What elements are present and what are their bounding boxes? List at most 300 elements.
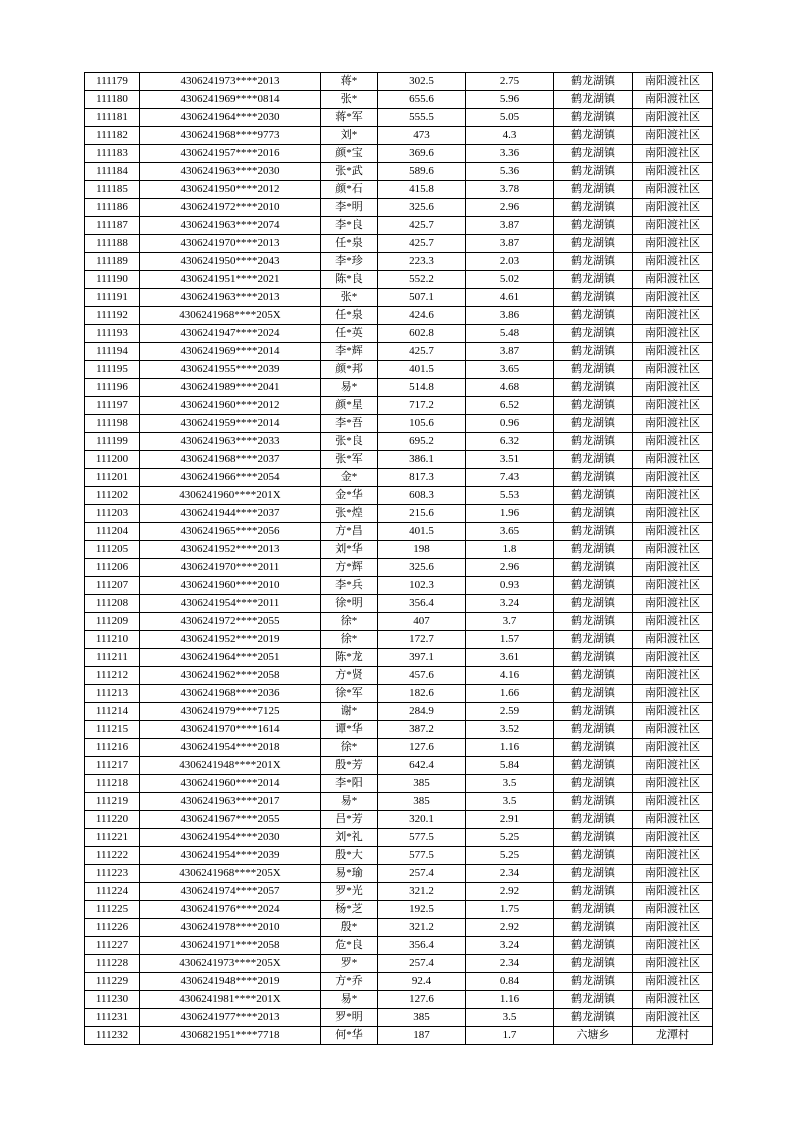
- table-row: [85, 523, 713, 541]
- cell-village: 南阳渡社区: [633, 559, 713, 577]
- cell-area-value: 577.5: [378, 847, 466, 865]
- cell-masked-name: 方*乔: [321, 973, 378, 991]
- cell-town: 鹤龙湖镇: [554, 829, 633, 847]
- cell-area-value: 257.4: [378, 955, 466, 973]
- cell-masked-name: 易*: [321, 991, 378, 1009]
- cell-masked-id-number: 4306241968****2037: [140, 451, 321, 469]
- cell-area-value: 695.2: [378, 433, 466, 451]
- cell-seq-number: 111214: [85, 703, 140, 721]
- cell-seq-number: 111211: [85, 649, 140, 667]
- cell-seq-number: 111185: [85, 181, 140, 199]
- cell-village: 南阳渡社区: [633, 271, 713, 289]
- cell-town: 鹤龙湖镇: [554, 541, 633, 559]
- cell-area-value: 473: [378, 127, 466, 145]
- cell-area-value: 325.6: [378, 559, 466, 577]
- cell-masked-name: 徐*: [321, 631, 378, 649]
- cell-village: 南阳渡社区: [633, 397, 713, 415]
- table-row: [85, 451, 713, 469]
- cell-masked-id-number: 4306241970****2013: [140, 235, 321, 253]
- cell-village: 南阳渡社区: [633, 811, 713, 829]
- cell-amount-value: 6.32: [466, 433, 554, 451]
- cell-area-value: 257.4: [378, 865, 466, 883]
- cell-amount-value: 3.86: [466, 307, 554, 325]
- cell-town: 鹤龙湖镇: [554, 487, 633, 505]
- cell-masked-id-number: 4306241974****2057: [140, 883, 321, 901]
- cell-amount-value: 2.92: [466, 919, 554, 937]
- cell-masked-name: 李*明: [321, 199, 378, 217]
- table-row: [85, 739, 713, 757]
- cell-area-value: 356.4: [378, 937, 466, 955]
- cell-masked-id-number: 4306241950****2012: [140, 181, 321, 199]
- cell-area-value: 602.8: [378, 325, 466, 343]
- cell-masked-name: 何*华: [321, 1027, 378, 1045]
- cell-village: 南阳渡社区: [633, 505, 713, 523]
- cell-town: 鹤龙湖镇: [554, 937, 633, 955]
- cell-masked-name: 罗*: [321, 955, 378, 973]
- cell-town: 鹤龙湖镇: [554, 901, 633, 919]
- table-row: [85, 343, 713, 361]
- cell-masked-name: 罗*光: [321, 883, 378, 901]
- cell-village: 南阳渡社区: [633, 757, 713, 775]
- table-row: [85, 325, 713, 343]
- cell-masked-name: 李*阳: [321, 775, 378, 793]
- cell-seq-number: 111230: [85, 991, 140, 1009]
- cell-masked-id-number: 4306241960****2010: [140, 577, 321, 595]
- cell-seq-number: 111206: [85, 559, 140, 577]
- table-row: [85, 991, 713, 1009]
- cell-area-value: 415.8: [378, 181, 466, 199]
- cell-masked-id-number: 4306241963****2033: [140, 433, 321, 451]
- subsidy-list-table: [84, 72, 713, 1045]
- cell-seq-number: 111181: [85, 109, 140, 127]
- cell-seq-number: 111215: [85, 721, 140, 739]
- cell-town: 鹤龙湖镇: [554, 451, 633, 469]
- table-row: [85, 955, 713, 973]
- cell-village: 南阳渡社区: [633, 469, 713, 487]
- cell-town: 鹤龙湖镇: [554, 73, 633, 91]
- cell-seq-number: 111180: [85, 91, 140, 109]
- cell-amount-value: 5.48: [466, 325, 554, 343]
- cell-masked-name: 刘*礼: [321, 829, 378, 847]
- cell-masked-name: 张*煌: [321, 505, 378, 523]
- cell-area-value: 717.2: [378, 397, 466, 415]
- cell-seq-number: 111210: [85, 631, 140, 649]
- cell-masked-id-number: 4306241965****2056: [140, 523, 321, 541]
- cell-seq-number: 111182: [85, 127, 140, 145]
- table-row: [85, 613, 713, 631]
- cell-masked-name: 张*军: [321, 451, 378, 469]
- cell-area-value: 385: [378, 775, 466, 793]
- cell-village: 南阳渡社区: [633, 937, 713, 955]
- cell-masked-id-number: 4306241955****2039: [140, 361, 321, 379]
- table-row: [85, 919, 713, 937]
- cell-village: 南阳渡社区: [633, 307, 713, 325]
- cell-amount-value: 3.65: [466, 361, 554, 379]
- cell-seq-number: 111190: [85, 271, 140, 289]
- cell-area-value: 215.6: [378, 505, 466, 523]
- table-row: [85, 811, 713, 829]
- cell-seq-number: 111188: [85, 235, 140, 253]
- cell-seq-number: 111198: [85, 415, 140, 433]
- cell-amount-value: 5.84: [466, 757, 554, 775]
- cell-seq-number: 111222: [85, 847, 140, 865]
- table-row: [85, 109, 713, 127]
- table-row: [85, 397, 713, 415]
- cell-area-value: 401.5: [378, 361, 466, 379]
- cell-seq-number: 111219: [85, 793, 140, 811]
- cell-village: 南阳渡社区: [633, 613, 713, 631]
- cell-village: 南阳渡社区: [633, 847, 713, 865]
- cell-area-value: 105.6: [378, 415, 466, 433]
- cell-village: 南阳渡社区: [633, 577, 713, 595]
- cell-masked-id-number: 4306241969****2014: [140, 343, 321, 361]
- cell-town: 鹤龙湖镇: [554, 271, 633, 289]
- cell-amount-value: 1.7: [466, 1027, 554, 1045]
- cell-masked-name: 徐*: [321, 739, 378, 757]
- cell-masked-name: 易*: [321, 379, 378, 397]
- cell-village: 南阳渡社区: [633, 631, 713, 649]
- cell-masked-id-number: 4306241968****205X: [140, 865, 321, 883]
- cell-town: 六塘乡: [554, 1027, 633, 1045]
- cell-masked-id-number: 4306241959****2014: [140, 415, 321, 433]
- cell-amount-value: 5.25: [466, 829, 554, 847]
- cell-town: 鹤龙湖镇: [554, 1009, 633, 1027]
- cell-masked-name: 金*: [321, 469, 378, 487]
- cell-masked-id-number: 4306241954****2039: [140, 847, 321, 865]
- cell-masked-name: 刘*: [321, 127, 378, 145]
- cell-village: 南阳渡社区: [633, 793, 713, 811]
- cell-masked-name: 殷*大: [321, 847, 378, 865]
- cell-masked-name: 陈*良: [321, 271, 378, 289]
- cell-amount-value: 5.05: [466, 109, 554, 127]
- cell-masked-name: 张*: [321, 289, 378, 307]
- cell-seq-number: 111205: [85, 541, 140, 559]
- cell-masked-name: 徐*军: [321, 685, 378, 703]
- cell-seq-number: 111184: [85, 163, 140, 181]
- table-row: [85, 127, 713, 145]
- cell-town: 鹤龙湖镇: [554, 559, 633, 577]
- cell-masked-name: 殷*: [321, 919, 378, 937]
- table-row: [85, 667, 713, 685]
- cell-seq-number: 111218: [85, 775, 140, 793]
- cell-seq-number: 111201: [85, 469, 140, 487]
- cell-village: 南阳渡社区: [633, 127, 713, 145]
- cell-village: 南阳渡社区: [633, 829, 713, 847]
- cell-masked-id-number: 4306241962****2058: [140, 667, 321, 685]
- cell-masked-name: 刘*华: [321, 541, 378, 559]
- cell-area-value: 397.1: [378, 649, 466, 667]
- cell-amount-value: 3.78: [466, 181, 554, 199]
- cell-masked-id-number: 4306241972****2010: [140, 199, 321, 217]
- cell-town: 鹤龙湖镇: [554, 379, 633, 397]
- cell-masked-id-number: 4306241963****2030: [140, 163, 321, 181]
- cell-area-value: 321.2: [378, 919, 466, 937]
- cell-area-value: 425.7: [378, 217, 466, 235]
- cell-seq-number: 111195: [85, 361, 140, 379]
- table-row: [85, 469, 713, 487]
- cell-masked-id-number: 4306241968****9773: [140, 127, 321, 145]
- cell-village: 南阳渡社区: [633, 163, 713, 181]
- table-row: [85, 703, 713, 721]
- cell-area-value: 407: [378, 613, 466, 631]
- cell-amount-value: 1.16: [466, 739, 554, 757]
- cell-area-value: 425.7: [378, 343, 466, 361]
- cell-town: 鹤龙湖镇: [554, 955, 633, 973]
- cell-seq-number: 111221: [85, 829, 140, 847]
- cell-area-value: 401.5: [378, 523, 466, 541]
- cell-seq-number: 111196: [85, 379, 140, 397]
- cell-amount-value: 1.66: [466, 685, 554, 703]
- cell-seq-number: 111200: [85, 451, 140, 469]
- cell-amount-value: 2.96: [466, 559, 554, 577]
- cell-seq-number: 111226: [85, 919, 140, 937]
- cell-town: 鹤龙湖镇: [554, 649, 633, 667]
- cell-masked-id-number: 4306241952****2013: [140, 541, 321, 559]
- cell-town: 鹤龙湖镇: [554, 163, 633, 181]
- cell-area-value: 552.2: [378, 271, 466, 289]
- cell-area-value: 321.2: [378, 883, 466, 901]
- table-row: [85, 973, 713, 991]
- cell-village: 南阳渡社区: [633, 595, 713, 613]
- cell-seq-number: 111204: [85, 523, 140, 541]
- cell-masked-id-number: 4306241973****205X: [140, 955, 321, 973]
- cell-masked-name: 陈*龙: [321, 649, 378, 667]
- cell-seq-number: 111193: [85, 325, 140, 343]
- cell-town: 鹤龙湖镇: [554, 613, 633, 631]
- cell-masked-id-number: 4306241960****2014: [140, 775, 321, 793]
- cell-town: 鹤龙湖镇: [554, 685, 633, 703]
- cell-masked-name: 方*昌: [321, 523, 378, 541]
- cell-seq-number: 111189: [85, 253, 140, 271]
- cell-seq-number: 111186: [85, 199, 140, 217]
- cell-town: 鹤龙湖镇: [554, 811, 633, 829]
- cell-village: 南阳渡社区: [633, 361, 713, 379]
- cell-seq-number: 111179: [85, 73, 140, 91]
- cell-seq-number: 111229: [85, 973, 140, 991]
- cell-masked-name: 李*良: [321, 217, 378, 235]
- cell-amount-value: 2.34: [466, 955, 554, 973]
- cell-masked-id-number: 4306241954****2011: [140, 595, 321, 613]
- cell-area-value: 555.5: [378, 109, 466, 127]
- cell-amount-value: 6.52: [466, 397, 554, 415]
- cell-masked-name: 颜*邦: [321, 361, 378, 379]
- cell-town: 鹤龙湖镇: [554, 793, 633, 811]
- cell-masked-name: 谭*华: [321, 721, 378, 739]
- cell-village: 南阳渡社区: [633, 217, 713, 235]
- cell-town: 鹤龙湖镇: [554, 235, 633, 253]
- cell-area-value: 577.5: [378, 829, 466, 847]
- cell-masked-name: 张*: [321, 91, 378, 109]
- cell-town: 鹤龙湖镇: [554, 595, 633, 613]
- table-row: [85, 721, 713, 739]
- cell-area-value: 192.5: [378, 901, 466, 919]
- cell-masked-name: 殷*芳: [321, 757, 378, 775]
- cell-seq-number: 111194: [85, 343, 140, 361]
- cell-area-value: 198: [378, 541, 466, 559]
- cell-village: 南阳渡社区: [633, 325, 713, 343]
- cell-area-value: 424.6: [378, 307, 466, 325]
- cell-masked-id-number: 4306241948****201X: [140, 757, 321, 775]
- cell-town: 鹤龙湖镇: [554, 523, 633, 541]
- cell-masked-id-number: 4306241979****7125: [140, 703, 321, 721]
- cell-village: 南阳渡社区: [633, 433, 713, 451]
- cell-village: 南阳渡社区: [633, 415, 713, 433]
- cell-masked-name: 张*良: [321, 433, 378, 451]
- table-row: [85, 865, 713, 883]
- cell-seq-number: 111209: [85, 613, 140, 631]
- cell-masked-name: 方*辉: [321, 559, 378, 577]
- cell-town: 鹤龙湖镇: [554, 469, 633, 487]
- cell-masked-id-number: 4306241966****2054: [140, 469, 321, 487]
- cell-amount-value: 1.96: [466, 505, 554, 523]
- cell-masked-name: 蒋*军: [321, 109, 378, 127]
- cell-masked-id-number: 4306241972****2055: [140, 613, 321, 631]
- cell-area-value: 817.3: [378, 469, 466, 487]
- cell-masked-name: 金*华: [321, 487, 378, 505]
- cell-masked-id-number: 4306241971****2058: [140, 937, 321, 955]
- cell-amount-value: 4.61: [466, 289, 554, 307]
- table-row: [85, 1009, 713, 1027]
- cell-town: 鹤龙湖镇: [554, 415, 633, 433]
- cell-masked-id-number: 4306241954****2030: [140, 829, 321, 847]
- cell-masked-name: 任*泉: [321, 307, 378, 325]
- table-row: [85, 145, 713, 163]
- cell-village: 龙潭村: [633, 1027, 713, 1045]
- cell-seq-number: 111207: [85, 577, 140, 595]
- table-row: [85, 595, 713, 613]
- table-row: [85, 685, 713, 703]
- cell-amount-value: 1.75: [466, 901, 554, 919]
- cell-masked-id-number: 4306241960****2012: [140, 397, 321, 415]
- table-row: [85, 649, 713, 667]
- cell-amount-value: 5.02: [466, 271, 554, 289]
- cell-masked-name: 任*泉: [321, 235, 378, 253]
- table-row: [85, 775, 713, 793]
- cell-masked-name: 易*瑜: [321, 865, 378, 883]
- cell-town: 鹤龙湖镇: [554, 325, 633, 343]
- cell-village: 南阳渡社区: [633, 379, 713, 397]
- cell-area-value: 514.8: [378, 379, 466, 397]
- cell-seq-number: 111216: [85, 739, 140, 757]
- cell-masked-name: 谢*: [321, 703, 378, 721]
- cell-village: 南阳渡社区: [633, 109, 713, 127]
- cell-village: 南阳渡社区: [633, 919, 713, 937]
- cell-seq-number: 111203: [85, 505, 140, 523]
- cell-village: 南阳渡社区: [633, 91, 713, 109]
- cell-area-value: 187: [378, 1027, 466, 1045]
- cell-village: 南阳渡社区: [633, 721, 713, 739]
- cell-village: 南阳渡社区: [633, 145, 713, 163]
- cell-village: 南阳渡社区: [633, 253, 713, 271]
- cell-masked-id-number: 4306241976****2024: [140, 901, 321, 919]
- cell-amount-value: 3.87: [466, 235, 554, 253]
- table-body: [85, 73, 713, 1045]
- cell-seq-number: 111213: [85, 685, 140, 703]
- table-row: [85, 883, 713, 901]
- cell-amount-value: 4.68: [466, 379, 554, 397]
- table-row: [85, 199, 713, 217]
- cell-area-value: 172.7: [378, 631, 466, 649]
- cell-area-value: 127.6: [378, 739, 466, 757]
- cell-amount-value: 1.16: [466, 991, 554, 1009]
- cell-seq-number: 111183: [85, 145, 140, 163]
- cell-masked-name: 蒋*: [321, 73, 378, 91]
- cell-town: 鹤龙湖镇: [554, 667, 633, 685]
- cell-area-value: 385: [378, 1009, 466, 1027]
- cell-amount-value: 3.5: [466, 775, 554, 793]
- cell-area-value: 385: [378, 793, 466, 811]
- cell-town: 鹤龙湖镇: [554, 217, 633, 235]
- cell-masked-name: 颜*石: [321, 181, 378, 199]
- cell-area-value: 386.1: [378, 451, 466, 469]
- cell-town: 鹤龙湖镇: [554, 343, 633, 361]
- cell-area-value: 369.6: [378, 145, 466, 163]
- cell-amount-value: 3.7: [466, 613, 554, 631]
- cell-town: 鹤龙湖镇: [554, 433, 633, 451]
- cell-amount-value: 3.24: [466, 937, 554, 955]
- cell-area-value: 356.4: [378, 595, 466, 613]
- cell-masked-id-number: 4306241968****2036: [140, 685, 321, 703]
- cell-masked-id-number: 4306241967****2055: [140, 811, 321, 829]
- table-row: [85, 829, 713, 847]
- cell-village: 南阳渡社区: [633, 523, 713, 541]
- cell-town: 鹤龙湖镇: [554, 91, 633, 109]
- table-row: [85, 793, 713, 811]
- table-row: [85, 577, 713, 595]
- cell-village: 南阳渡社区: [633, 541, 713, 559]
- cell-seq-number: 111212: [85, 667, 140, 685]
- cell-area-value: 102.3: [378, 577, 466, 595]
- cell-masked-id-number: 4306241952****2019: [140, 631, 321, 649]
- cell-area-value: 325.6: [378, 199, 466, 217]
- cell-masked-name: 危*良: [321, 937, 378, 955]
- cell-town: 鹤龙湖镇: [554, 505, 633, 523]
- cell-masked-id-number: 4306241989****2041: [140, 379, 321, 397]
- cell-masked-id-number: 4306241963****2074: [140, 217, 321, 235]
- table-row: [85, 631, 713, 649]
- cell-masked-id-number: 4306241950****2043: [140, 253, 321, 271]
- table-row: [85, 901, 713, 919]
- cell-town: 鹤龙湖镇: [554, 757, 633, 775]
- cell-amount-value: 4.16: [466, 667, 554, 685]
- cell-amount-value: 3.5: [466, 793, 554, 811]
- cell-village: 南阳渡社区: [633, 1009, 713, 1027]
- cell-area-value: 320.1: [378, 811, 466, 829]
- cell-town: 鹤龙湖镇: [554, 199, 633, 217]
- table-row: [85, 937, 713, 955]
- cell-amount-value: 2.34: [466, 865, 554, 883]
- cell-masked-name: 吕*芳: [321, 811, 378, 829]
- table-row: [85, 487, 713, 505]
- cell-amount-value: 3.24: [466, 595, 554, 613]
- cell-masked-id-number: 4306241964****2051: [140, 649, 321, 667]
- cell-area-value: 589.6: [378, 163, 466, 181]
- cell-masked-id-number: 4306241957****2016: [140, 145, 321, 163]
- cell-village: 南阳渡社区: [633, 883, 713, 901]
- cell-amount-value: 3.87: [466, 217, 554, 235]
- cell-town: 鹤龙湖镇: [554, 307, 633, 325]
- cell-seq-number: 111228: [85, 955, 140, 973]
- table-row: [85, 847, 713, 865]
- table-row: [85, 1027, 713, 1045]
- cell-village: 南阳渡社区: [633, 451, 713, 469]
- cell-seq-number: 111217: [85, 757, 140, 775]
- cell-masked-name: 颜*星: [321, 397, 378, 415]
- cell-amount-value: 5.96: [466, 91, 554, 109]
- cell-village: 南阳渡社区: [633, 73, 713, 91]
- cell-masked-id-number: 4306821951****7718: [140, 1027, 321, 1045]
- table-row: [85, 73, 713, 91]
